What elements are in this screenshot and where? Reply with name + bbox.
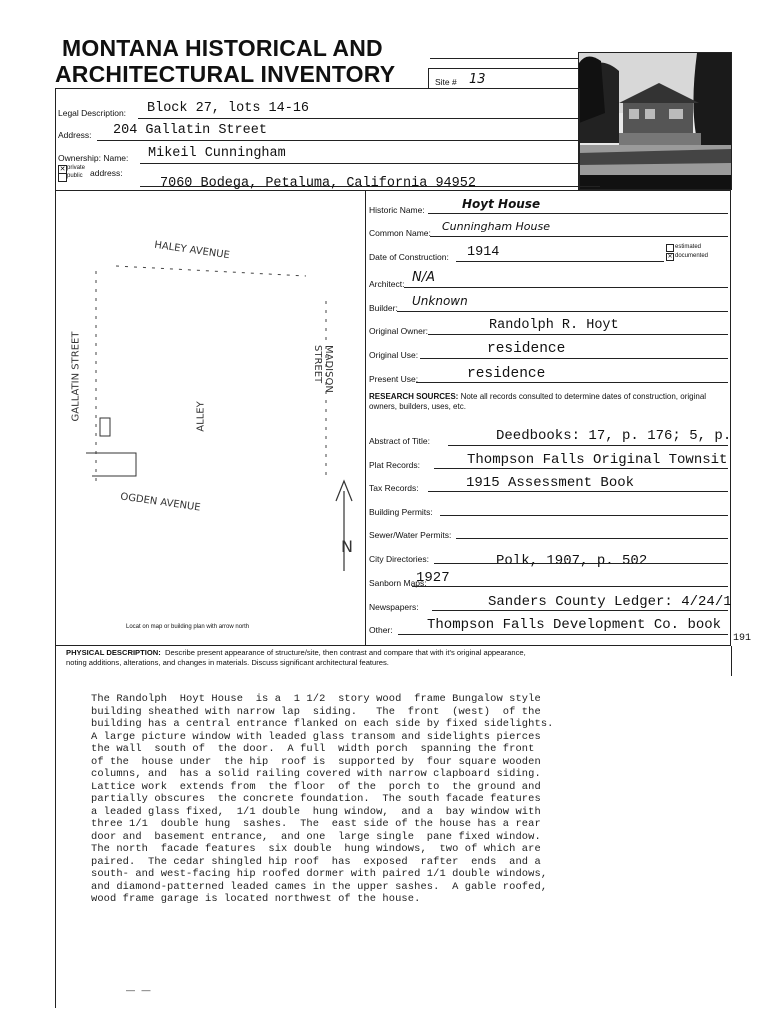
date-of-construction-value: 1914: [467, 245, 500, 260]
research-sources-note: [369, 392, 729, 412]
historic-name-label: Historic Name:: [369, 205, 425, 215]
original-use-rule: [420, 358, 728, 359]
form-title-line2: ARCHITECTURAL INVENTORY: [55, 61, 396, 87]
description-line: three 1/1 double hung sashes. The east side of the house has a rear: [91, 818, 541, 830]
description-line: the wall south of the door. A full width porch spanning the front: [91, 743, 535, 755]
tax-records-label: Tax Records:: [369, 483, 419, 493]
present-use-value: residence: [467, 366, 546, 382]
estimated-label: estimated: [675, 244, 702, 250]
north-label: N: [341, 537, 353, 556]
original-use-label: Original Use:: [369, 350, 419, 360]
alley-label: ALLEY: [195, 401, 207, 432]
plat-rule: [434, 468, 728, 469]
site-number-box: [428, 68, 580, 89]
tax-rule: [428, 491, 728, 492]
original-owner-label: Original Owner:: [369, 326, 429, 336]
ownership-name-value: Mikeil Cunningham: [148, 146, 286, 161]
public-checkbox[interactable]: [58, 173, 67, 182]
continued-dash: — —: [126, 985, 153, 995]
physical-instructions-line2: noting additions, alterations, and changes in materials. Discuss significant architectural features.: [66, 658, 389, 667]
description-line: south- and west-facing hip roofed dormer with paired 1/1 double windows,: [91, 868, 548, 880]
research-sources-text: Note all records consulted to determine dates of construction, original owners, builders, uses, etc.: [369, 392, 707, 411]
description-line: building has a central entrance flanked on each side by fixed sidelights.: [91, 718, 554, 730]
physical-instructions-line1: Describe present appearance of structure/site, then contrast and compare that with it's original appearance,: [165, 648, 526, 657]
description-line: paired. The cedar shingled hip roof has exposed rafter ends and a: [91, 855, 541, 868]
original-use-value: residence: [487, 341, 566, 357]
description-line: building sheathed with narrow lap siding. The front (west) of the: [91, 705, 541, 718]
sanborn-rule: [412, 586, 728, 587]
sewer-water-permits-label: Sewer/Water Permits:: [369, 530, 452, 540]
newspapers-value: Sanders County Ledger: 4/24/1: [488, 594, 732, 610]
left-margin-line: [55, 646, 56, 1008]
sewer-rule: [456, 538, 728, 539]
private-checkbox[interactable]: ✕: [59, 166, 66, 173]
site-map: [56, 191, 365, 645]
builder-rule: [397, 311, 728, 312]
architect-value: N/A: [412, 270, 435, 285]
other-value: Thompson Falls Development Co. book: [427, 617, 722, 633]
common-name-rule: [430, 236, 728, 237]
description-line: and diamond-patterned leaded cames in the upper sashes. A gable roofed,: [91, 880, 548, 893]
physical-description-body: [91, 693, 553, 906]
building-permits-rule: [440, 515, 728, 516]
description-line: Lattice work extends from the floor of the porch to the ground and: [91, 780, 541, 793]
description-line: columns, and has a solid railing covered with narrow clapboard siding.: [91, 768, 541, 780]
street-label-top: HALEY AVENUE: [153, 239, 231, 262]
map-divider: [365, 190, 366, 646]
newspapers-rule: [432, 610, 728, 611]
city-rule: [434, 563, 728, 564]
description-line: door and basement entrance, and one large single pane fixed window.: [91, 830, 541, 843]
other-label: Other:: [369, 625, 393, 635]
present-use-rule: [416, 382, 728, 383]
site-number-value: 13: [469, 72, 486, 87]
street-label-bottom: OGDEN AVENUE: [119, 491, 202, 514]
historic-name-rule: [428, 213, 728, 214]
city-directories-value: Polk, 1907, p. 502: [496, 553, 648, 569]
site-number-label: Site #: [435, 77, 457, 87]
newspapers-label: Newspapers:: [369, 602, 419, 612]
other-value-overflow: 191: [733, 633, 752, 644]
private-label: private: [67, 165, 86, 171]
right-margin-line: [731, 646, 732, 676]
ownership-name-label: Ownership: Name:: [58, 153, 129, 163]
builder-label: Builder:: [369, 303, 398, 313]
builder-value: Unknown: [412, 294, 468, 308]
original-owner-rule: [428, 334, 728, 335]
legal-description-rule: [138, 118, 578, 119]
address-label: Address:: [58, 130, 92, 140]
title-rule: [430, 58, 578, 59]
common-name-label: Common Name:: [369, 228, 431, 238]
description-line: The Randolph Hoyt House is a 1 1/2 story wood frame Bungalow style: [91, 693, 541, 705]
map-caption: Locat on map or building plan with arrow north: [126, 624, 250, 630]
present-use-label: Present Use:: [369, 374, 419, 384]
owner-address-label: address:: [90, 168, 123, 178]
site-photo: [578, 52, 732, 190]
street-label-right: MADISON STREET: [312, 345, 334, 393]
architect-rule: [404, 287, 728, 288]
description-line: a leaded glass fixed, 1/1 double hung window, and a bay window with: [91, 805, 541, 818]
owner-address-value: 7060 Bodega, Petaluma, California 94952: [160, 176, 476, 191]
description-line: of the house under the hip roof is supported by four square wooden: [91, 755, 541, 768]
description-line: wood frame garage is located northwest of the house.: [91, 893, 421, 905]
abstract-of-title-value: Deedbooks: 17, p. 176; 5, p.: [496, 428, 732, 444]
abstract-of-title-label: Abstract of Title:: [369, 436, 430, 446]
address-rule: [97, 140, 578, 141]
description-line: partially obscures the concrete foundation. The south facade features: [91, 793, 541, 805]
description-line: The north facade features six double hung windows, two of which are: [91, 843, 541, 855]
tax-records-value: 1915 Assessment Book: [466, 475, 635, 491]
house-photo-image: [579, 53, 731, 189]
physical-description-instructions: [56, 648, 730, 668]
description-line: A large picture window with leaded glass transom and sidelights pierces: [91, 730, 541, 743]
address-value: 204 Gallatin Street: [113, 123, 267, 138]
form-title-line1: MONTANA HISTORICAL AND: [62, 35, 383, 61]
documented-label: documented: [675, 253, 709, 259]
date-rule: [456, 261, 664, 262]
physical-description-heading: PHYSICAL DESCRIPTION:: [66, 648, 161, 657]
building-permits-label: Building Permits:: [369, 507, 433, 517]
legal-description-value: Block 27, lots 14-16: [147, 101, 310, 116]
estimated-checkbox[interactable]: [666, 244, 674, 252]
plat-records-label: Plat Records:: [369, 460, 421, 470]
legal-description-label: Legal Description:: [58, 108, 127, 118]
sanborn-maps-value: 1927: [416, 570, 450, 586]
original-owner-value: Randolph R. Hoyt: [489, 318, 619, 333]
architect-label: Architect:: [369, 279, 405, 289]
sanborn-maps-label: Sanborn Maps:: [369, 578, 427, 588]
historic-name-value: Hoyt House: [462, 197, 541, 211]
city-directories-label: City Directories:: [369, 554, 429, 564]
owner-address-rule: [140, 186, 600, 187]
common-name-value: Cunningham House: [442, 220, 551, 233]
abstract-rule: [448, 445, 728, 446]
other-rule: [398, 634, 728, 635]
research-sources-heading: RESEARCH SOURCES:: [369, 392, 459, 401]
ownership-name-rule: [140, 163, 578, 164]
street-label-left: GALLATIN STREET: [70, 331, 82, 422]
plat-records-value: Thompson Falls Original Townsit: [467, 452, 728, 468]
public-label: public: [67, 173, 83, 179]
documented-checkbox[interactable]: ✕: [667, 254, 673, 260]
date-of-construction-label: Date of Construction:: [369, 252, 449, 262]
